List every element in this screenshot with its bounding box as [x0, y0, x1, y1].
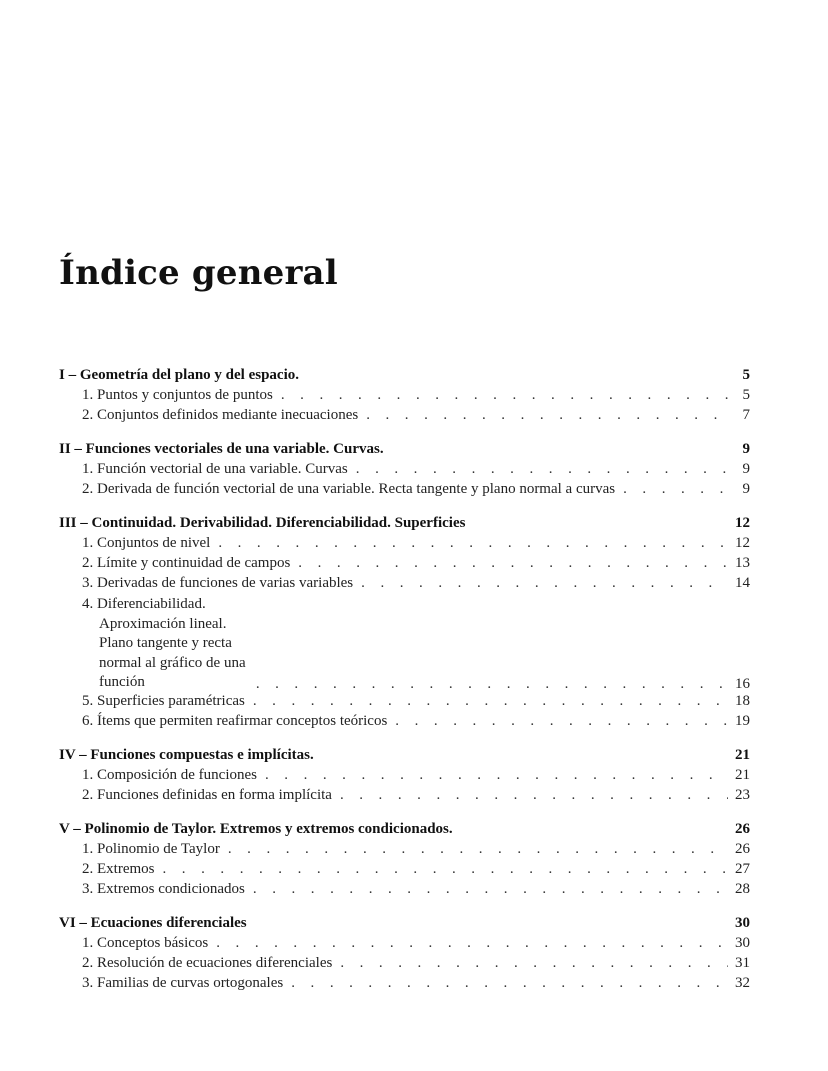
entry-title: 6. Ítems que permiten reafirmar conceptos teóricos — [82, 712, 388, 729]
table-of-contents — [59, 367, 750, 1009]
chapter-page-number: 30 — [735, 914, 750, 931]
dot-leader — [336, 787, 728, 804]
entry-title: 1. Función vectorial de una variable. Curvas — [82, 461, 348, 477]
dot-leader — [159, 861, 729, 878]
dot-leader — [224, 841, 728, 858]
chapter-title: III – Continuidad. Derivabilidad. Diferenciabilidad. Superficies — [59, 515, 466, 531]
entry-title: 2. Derivada de función vectorial de una variable. Recta tangente y plano normal a curvas — [82, 481, 616, 497]
toc-entry[interactable] — [59, 861, 750, 881]
entry-title: 2. Funciones definidas en forma implícita — [82, 786, 332, 803]
entry-page-number: 27 — [735, 860, 750, 877]
entry-page-number: 23 — [735, 786, 750, 803]
chapter-4 — [59, 747, 750, 807]
toc-entry[interactable] — [59, 975, 750, 995]
dot-leader — [214, 535, 728, 552]
page-title: Índice general — [59, 253, 338, 293]
chapter-heading[interactable] — [59, 367, 750, 387]
entry-page-number: 26 — [735, 840, 750, 857]
chapter-page-number: 5 — [742, 367, 750, 383]
entry-page-number: 9 — [742, 461, 750, 477]
entry-title: 1. Composición de funciones — [82, 766, 257, 783]
toc-entry[interactable] — [59, 461, 750, 481]
dot-leader — [362, 407, 728, 424]
entry-page-number: 9 — [742, 481, 750, 497]
chapter-title: II – Funciones vectoriales de una variable. Curvas. — [59, 441, 384, 457]
dot-leader — [357, 575, 728, 592]
chapter-title: IV – Funciones compuestas e implícitas. — [59, 746, 314, 763]
entry-page-number: 16 — [735, 675, 750, 692]
entry-title: 2. Extremos — [82, 860, 155, 877]
chapter-1 — [59, 367, 750, 427]
chapter-page-number: 26 — [735, 820, 750, 837]
toc-entry[interactable] — [59, 535, 750, 555]
entry-title: 1. Puntos y conjuntos de puntos — [82, 387, 273, 403]
entry-page-number: 12 — [735, 535, 750, 551]
entry-page-number: 18 — [735, 692, 750, 709]
chapter-title: V – Polinomio de Taylor. Extremos y extremos condicionados. — [59, 820, 453, 837]
toc-entry[interactable] — [59, 407, 750, 427]
toc-entry[interactable] — [59, 787, 750, 807]
toc-entry[interactable] — [59, 935, 750, 955]
entry-title: 2. Resolución de ecuaciones diferenciales — [82, 954, 333, 971]
toc-entry[interactable] — [59, 955, 750, 975]
entry-title: 2. Conjuntos definidos mediante inecuaciones — [82, 407, 359, 423]
entry-title: 1. Conceptos básicos — [82, 934, 209, 951]
chapter-heading[interactable] — [59, 515, 750, 535]
entry-page-number: 21 — [735, 766, 750, 783]
chapter-heading[interactable] — [59, 821, 750, 841]
chapter-page-number: 9 — [742, 441, 750, 457]
chapter-2 — [59, 441, 750, 501]
entry-page-number: 14 — [735, 575, 750, 591]
dot-leader — [261, 767, 728, 784]
toc-entry[interactable] — [59, 713, 750, 733]
chapter-6 — [59, 915, 750, 995]
dot-leader — [619, 481, 728, 498]
chapter-page-number: 21 — [735, 746, 750, 763]
chapter-5 — [59, 821, 750, 901]
entry-title: 2. Límite y continuidad de campos — [82, 555, 291, 571]
entry-title: 1. Polinomio de Taylor — [82, 840, 220, 857]
toc-entry[interactable] — [59, 595, 750, 693]
entry-page-number: 13 — [735, 555, 750, 571]
toc-entry[interactable] — [59, 881, 750, 901]
entry-page-number: 30 — [735, 934, 750, 951]
entry-page-number: 31 — [735, 954, 750, 971]
chapter-heading[interactable] — [59, 915, 750, 935]
dot-leader — [336, 955, 728, 972]
dot-leader — [287, 975, 728, 992]
toc-entry[interactable] — [59, 387, 750, 407]
toc-entry[interactable] — [59, 693, 750, 713]
dot-leader — [212, 935, 728, 952]
dot-leader — [252, 676, 728, 693]
chapter-title: VI – Ecuaciones diferenciales — [59, 914, 247, 931]
dot-leader — [277, 387, 728, 404]
chapter-heading[interactable] — [59, 441, 750, 461]
chapter-page-number: 12 — [735, 515, 750, 531]
entry-title: 5. Superficies paramétricas — [82, 692, 245, 709]
toc-entry[interactable] — [59, 555, 750, 575]
entry-title: 3. Derivadas de funciones de varias variables — [82, 575, 354, 591]
entry-title: 3. Familias de curvas ortogonales — [82, 974, 284, 991]
dot-leader — [249, 881, 728, 898]
entry-page-number: 32 — [735, 974, 750, 991]
dot-leader — [391, 713, 728, 730]
entry-page-number: 5 — [742, 387, 750, 403]
toc-entry[interactable] — [59, 841, 750, 861]
toc-entry[interactable] — [59, 767, 750, 787]
entry-page-number: 28 — [735, 880, 750, 897]
chapter-title: I – Geometría del plano y del espacio. — [59, 367, 299, 383]
entry-page-number: 7 — [742, 407, 750, 423]
toc-entry[interactable] — [59, 481, 750, 501]
entry-title: 3. Extremos condicionados — [82, 880, 245, 897]
toc-entry[interactable] — [59, 575, 750, 595]
entry-page-number: 19 — [735, 712, 750, 729]
entry-title: 1. Conjuntos de nivel — [82, 535, 211, 551]
dot-leader — [249, 693, 728, 710]
dot-leader — [294, 555, 728, 572]
dot-leader — [352, 461, 728, 478]
entry-title: 4. Diferenciabilidad. Aproximación lineal. Plano tangente y recta normal al gráfico de una función — [82, 596, 246, 690]
chapter-3 — [59, 515, 750, 733]
chapter-heading[interactable] — [59, 747, 750, 767]
